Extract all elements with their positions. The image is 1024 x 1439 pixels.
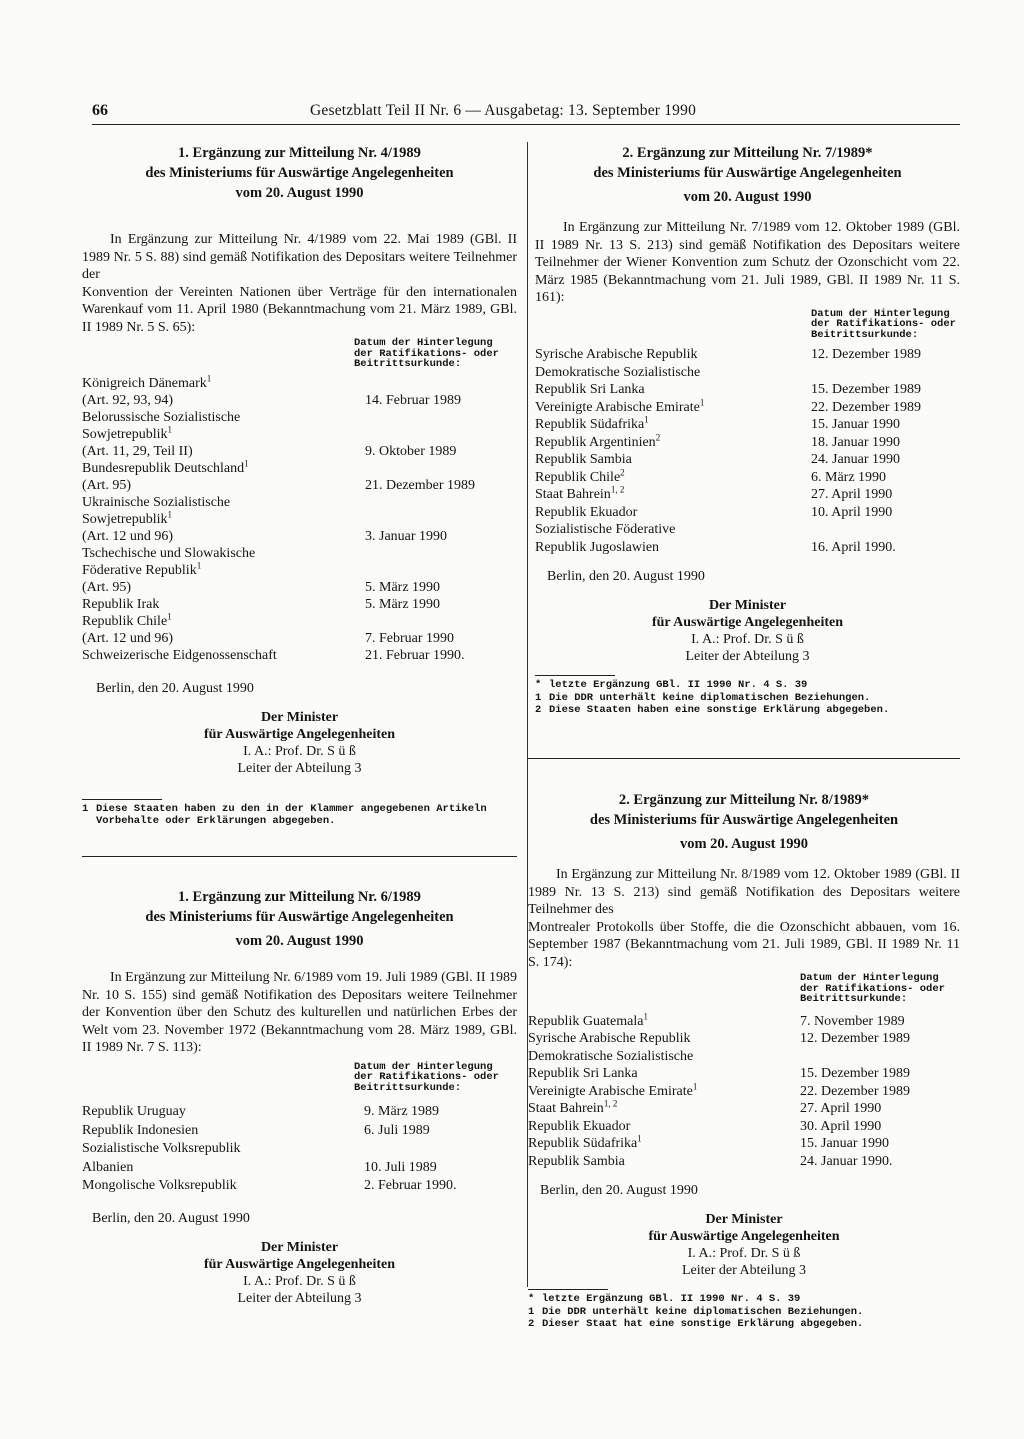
footnotes xyxy=(535,679,960,717)
footnote xyxy=(528,1306,960,1319)
deposit-date: 15. Januar 1990 xyxy=(811,417,901,432)
deposit-date: 2. Februar 1990. xyxy=(364,1178,457,1193)
deposit-date: 10. April 1990 xyxy=(811,504,893,520)
table-row xyxy=(535,416,960,434)
signature-block xyxy=(82,1239,517,1307)
date-column-header xyxy=(354,338,517,370)
deposit-date: 27. April 1990 xyxy=(811,487,893,502)
country-name-text: Sozialistische Volksrepublik xyxy=(82,1141,241,1156)
deposit-date: 7. Februar 1990 xyxy=(365,630,455,646)
country-name-text: Republik Chile xyxy=(82,613,168,629)
footnote xyxy=(528,1293,960,1306)
deposit-date: 12. Dezember 1989 xyxy=(800,1031,911,1046)
country-name xyxy=(82,508,517,528)
table-row xyxy=(535,466,960,487)
table-row xyxy=(528,1030,960,1048)
footnote-rule xyxy=(528,1289,608,1290)
footnote-mark: 1 xyxy=(206,372,212,383)
table-row xyxy=(535,431,960,452)
table-row xyxy=(535,346,960,364)
title-line: vom 20. August 1990 xyxy=(679,836,809,852)
country-name-text: Republik Argentinien xyxy=(535,434,656,450)
title-line: des Ministeriums für Auswärtige Angelegenheiten xyxy=(589,812,899,828)
country-name xyxy=(82,409,517,426)
footnote-mark: 2 xyxy=(528,1318,535,1330)
footnote-mark: 2 xyxy=(535,704,542,716)
deposit-date: 9. Oktober 1989 xyxy=(365,443,457,459)
country-name xyxy=(528,1153,960,1171)
intro-text: In Ergänzung zur Mitteilung Nr. 4/1989 vom 22. Mai 1989 (GBl. II 1989 Nr. 5 S. 88) sind gemäß Notifikation des Depositars weitere Teilnehmer der xyxy=(82,232,517,282)
deposit-date: 6. März 1990 xyxy=(811,469,887,485)
country-name xyxy=(528,1135,960,1153)
date-head-line: Datum der Hinterlegung xyxy=(354,337,493,349)
country-name-text: Republik Sambia xyxy=(528,1153,625,1169)
country-table xyxy=(82,372,517,664)
country-name-text: Mongolische Volksrepublik xyxy=(82,1178,237,1193)
country-name-text: Republik Ekuador xyxy=(528,1118,631,1134)
date-head-line: Beitrittsurkunde: xyxy=(354,1081,462,1094)
table-row xyxy=(528,1135,960,1153)
table-row xyxy=(535,451,960,469)
section-title xyxy=(528,790,960,854)
date-head-line: Beitrittsurkunde: xyxy=(354,358,462,370)
footnote xyxy=(535,692,960,705)
country-name-text: Ukrainische Sozialistische xyxy=(82,494,231,510)
signature-line: Leiter der Abteilung 3 xyxy=(237,760,362,776)
country-name-text: Föderative Republik xyxy=(82,562,197,578)
country-name-text: Demokratische Sozialistische xyxy=(535,364,701,380)
country-name-text: Republik Sri Lanka xyxy=(528,1066,638,1081)
footnote-mark: 1 xyxy=(167,610,172,621)
footnote-mark: * xyxy=(535,679,542,691)
intro-text: In Ergänzung zur Mitteilung Nr. 7/1989 vom 12. Oktober 1989 (GBl. II 1989 Nr. 13 S. 213) sind gemäß Notifikation des Depositars weitere Teilnehmer der Wiener Konvention zum Schutz der Ozonschicht vom 22. März 1985 (Bekanntmachung vom 21. Juli 1989, GBl. II 1989 Nr. 11 S. 161): xyxy=(535,220,960,305)
country-name xyxy=(535,466,960,487)
table-row xyxy=(528,1100,960,1118)
title-line: 1. Ergänzung zur Mitteilung Nr. 4/1989 xyxy=(178,145,421,161)
deposit-date: 22. Dezember 1989 xyxy=(800,1083,911,1099)
section-mitteilung-6-1989 xyxy=(82,887,517,1307)
footnote xyxy=(528,1318,960,1331)
place-date: Berlin, den 20. August 1990 xyxy=(96,680,254,696)
country-name-text: Demokratische Sozialistische xyxy=(528,1048,694,1064)
country-name xyxy=(535,486,960,504)
date-head-line: Beitrittsurkunde: xyxy=(811,328,919,341)
country-name xyxy=(82,610,517,630)
signature-block xyxy=(535,597,960,665)
deposit-date: 21. Dezember 1989 xyxy=(365,477,476,493)
place-date: Berlin, den 20. August 1990 xyxy=(92,1210,250,1226)
deposit-date: 7. November 1989 xyxy=(800,1013,905,1029)
section-title xyxy=(82,143,517,203)
section-mitteilung-8-1989 xyxy=(528,790,960,1331)
deposit-date: 22. Dezember 1989 xyxy=(811,399,922,415)
country-name xyxy=(82,1122,517,1141)
country-name-text: Republik Sambia xyxy=(535,452,632,467)
title-line: vom 20. August 1990 xyxy=(235,185,364,201)
table-row xyxy=(528,1118,960,1136)
deposit-date: 18. Januar 1990 xyxy=(811,434,901,450)
table-row xyxy=(535,504,960,522)
date-head-line: der Ratifikations- oder xyxy=(354,1071,499,1083)
title-line: des Ministeriums für Auswärtige Angelegenheiten xyxy=(593,165,902,181)
country-name xyxy=(82,1140,517,1159)
country-name xyxy=(535,521,960,539)
country-name xyxy=(535,364,960,382)
deposit-date: 12. Dezember 1989 xyxy=(811,347,922,362)
table-row xyxy=(535,521,960,556)
footnote-text: Diese Staaten haben eine sonstige Erklärung abgegeben. xyxy=(549,704,890,716)
deposit-date: 15. Januar 1990 xyxy=(800,1136,890,1151)
deposit-date: 27. April 1990 xyxy=(800,1101,882,1116)
intro-paragraph xyxy=(528,866,960,971)
footnote-text: letzte Ergänzung GBl. II 1990 Nr. 4 S. 39 xyxy=(542,1293,801,1305)
date-head-line: der Ratifikations- oder xyxy=(811,318,956,330)
table-row xyxy=(528,1010,960,1031)
date-head-line: Datum der Hinterlegung xyxy=(800,972,939,984)
footnote-mark: 1 xyxy=(644,414,649,425)
signature-line: Leiter der Abteilung 3 xyxy=(685,649,810,664)
signature-line: Leiter der Abteilung 3 xyxy=(681,1263,807,1278)
country-name-text: Sowjetrepublik xyxy=(82,511,168,527)
country-name xyxy=(528,1118,960,1136)
footnote-mark: 1 xyxy=(196,559,202,570)
table-row xyxy=(82,409,517,460)
footnote-text: letzte Ergänzung GBl. II 1990 Nr. 4 S. 39 xyxy=(549,679,808,691)
country-table xyxy=(535,346,960,556)
date-column-header xyxy=(811,309,960,341)
title-line: vom 20. August 1990 xyxy=(235,933,364,949)
footnote xyxy=(535,679,960,692)
country-name xyxy=(82,1103,517,1122)
country-name xyxy=(82,372,517,392)
article-reference: (Art. 95) xyxy=(82,579,131,595)
deposit-date: 5. März 1990 xyxy=(365,596,441,612)
footnotes xyxy=(82,803,517,828)
country-name-text: Republik Guatemala xyxy=(528,1013,644,1029)
country-name-text: Vereinigte Arabische Emirate xyxy=(528,1083,693,1099)
country-name xyxy=(82,596,517,613)
article-reference: (Art. 92, 93, 94) xyxy=(82,392,173,408)
country-name-text: Königreich Dänemark xyxy=(82,375,207,391)
signature-line: für Auswärtige Angelegenheiten xyxy=(203,1256,396,1272)
header-title: Gesetzblatt Teil II Nr. 6 — Ausgabetag: 13. September 1990 xyxy=(310,102,697,119)
country-name xyxy=(82,1159,517,1178)
page-header xyxy=(92,102,960,122)
date-column-header xyxy=(800,973,960,1005)
deposit-date: 9. März 1989 xyxy=(364,1104,440,1119)
footnote-mark: 1, 2 xyxy=(610,484,625,495)
date-head-line: Datum der Hinterlegung xyxy=(811,307,950,320)
country-name-text: Schweizerische Eidgenossenschaft xyxy=(82,647,277,663)
country-name-text: Syrische Arabische Republik xyxy=(535,347,698,362)
table-row xyxy=(82,647,517,664)
deposit-date: 21. Februar 1990. xyxy=(365,647,465,663)
country-name xyxy=(82,423,517,443)
deposit-date: 14. Februar 1989 xyxy=(365,392,462,408)
date-column-header xyxy=(354,1062,517,1094)
footnote-mark: 1 xyxy=(637,1133,642,1144)
signature-line: I. A.: Prof. Dr. S ü ß xyxy=(243,1273,356,1289)
table-row xyxy=(528,1048,960,1083)
deposit-date: 3. Januar 1990 xyxy=(365,528,448,544)
place-date: Berlin, den 20. August 1990 xyxy=(547,569,705,584)
signature-line: Der Minister xyxy=(708,598,787,613)
footnote-mark: 1 xyxy=(699,396,705,407)
signature-line: Der Minister xyxy=(260,1239,339,1255)
footnote-mark: * xyxy=(528,1293,535,1305)
deposit-date: 16. April 1990. xyxy=(811,539,896,555)
signature-block xyxy=(82,709,517,777)
country-name xyxy=(528,1048,960,1066)
country-name-text: Staat Bahrein xyxy=(528,1101,604,1116)
country-name-text: Bundesrepublik Deutschland xyxy=(82,460,245,476)
article-reference: (Art. 12 und 96) xyxy=(82,630,173,646)
footnote xyxy=(82,803,517,828)
country-name-text: Belorussische Sozialistische xyxy=(82,409,241,425)
deposit-date: 6. Juli 1989 xyxy=(364,1122,430,1138)
country-name-text: Staat Bahrein xyxy=(535,487,611,502)
deposit-date: 24. Januar 1990 xyxy=(811,452,901,467)
intro-text: Konvention der Vereinten Nationen über Verträge für den internationalen Warenkauf vom 11. April 1980 (Bekanntmachung vom 21. März 1989, GBl. II 1989 Nr. 5 S. 65): xyxy=(82,284,517,335)
country-name-text: Sowjetrepublik xyxy=(82,426,168,442)
deposit-date: 15. Dezember 1989 xyxy=(800,1066,911,1081)
table-row xyxy=(82,610,517,647)
title-line: 1. Ergänzung zur Mitteilung Nr. 6/1989 xyxy=(178,889,421,905)
deposit-date: 10. Juli 1989 xyxy=(364,1159,437,1175)
intro-paragraph xyxy=(535,219,960,307)
footnote-rule xyxy=(535,675,615,676)
footnote-text: Die DDR unterhält keine diplomatischen Beziehungen. xyxy=(542,1305,864,1318)
section-mitteilung-4-1989 xyxy=(82,143,517,828)
country-name-text: Republik Uruguay xyxy=(82,1104,186,1119)
table-row xyxy=(82,457,517,494)
section-title xyxy=(82,887,517,951)
deposit-date: 30. April 1990 xyxy=(800,1118,882,1134)
signature-block xyxy=(528,1211,960,1279)
footnote-mark: 1 xyxy=(82,802,89,815)
country-name-text: Vereinigte Arabische Emirate xyxy=(535,399,700,415)
intro-text: In Ergänzung zur Mitteilung Nr. 6/1989 vom 19. Juli 1989 (GBl. II 1989 Nr. 10 S. 155) sind gemäß Notifikation des Depositars weitere Teilnehmer der Konvention über den Schutz des kulturellen und natürlichen Erbes der Welt vom 23. November 1972 (Bekanntmachung vom 28. März 1989, GBl. II 1989 Nr. 7 S. 113): xyxy=(82,970,517,1055)
deposit-date: 5. März 1990 xyxy=(365,579,441,595)
footnote-mark: 1, 2 xyxy=(603,1098,618,1109)
country-name-text: Syrische Arabische Republik xyxy=(528,1031,691,1046)
table-row xyxy=(535,486,960,504)
table-row xyxy=(82,372,517,409)
footnote-mark: 1 xyxy=(244,457,249,468)
country-name xyxy=(82,494,517,511)
footnote xyxy=(535,704,960,717)
footnote-mark: 1 xyxy=(167,423,173,434)
table-row xyxy=(528,1153,960,1171)
country-name-text: Tschechische und Slowakische xyxy=(82,545,256,561)
intro-paragraph xyxy=(82,231,517,336)
table-row xyxy=(82,1122,517,1141)
footnote-mark: 1 xyxy=(528,1305,535,1318)
signature-line: I. A.: Prof. Dr. S ü ß xyxy=(243,743,356,759)
article-reference: (Art. 11, 29, Teil II) xyxy=(82,443,193,459)
country-name xyxy=(528,1100,960,1118)
table-row xyxy=(535,396,960,417)
page-number: 66 xyxy=(92,102,108,119)
country-name-text: Republik Indonesien xyxy=(82,1122,199,1138)
country-table xyxy=(82,1103,517,1196)
country-name xyxy=(82,559,517,579)
deposit-date: 24. Januar 1990. xyxy=(800,1153,893,1169)
article-reference: (Art. 12 und 96) xyxy=(82,528,173,544)
intro-text: Montrealer Protokolls über Stoffe, die die Ozonschicht abbauen, vom 16. September 1987 (Bekanntmachung vom 21. Juli 1989, GBl. II 1989 Nr. 11 S. 174): xyxy=(528,919,960,970)
date-head-line: Beitrittsurkunde: xyxy=(800,993,908,1005)
country-name-text: Republik Südafrika xyxy=(535,417,645,432)
signature-line: I. A.: Prof. Dr. S ü ß xyxy=(687,1246,801,1261)
signature-line: I. A.: Prof. Dr. S ü ß xyxy=(691,632,804,647)
header-rule xyxy=(92,124,960,125)
title-line: 2. Ergänzung zur Mitteilung Nr. 7/1989* xyxy=(622,145,873,161)
footnote-text: Dieser Staat hat eine sonstige Erklärung abgegeben. xyxy=(542,1318,864,1330)
footnote-rule xyxy=(82,799,162,800)
intro-paragraph xyxy=(82,969,517,1057)
signature-line: Der Minister xyxy=(260,709,339,725)
country-name-text: Sozialistische Föderative xyxy=(535,522,676,537)
table-row xyxy=(82,596,517,613)
country-name-text: Republik Ekuador xyxy=(535,504,638,520)
signature-line: Leiter der Abteilung 3 xyxy=(237,1290,362,1306)
section-mitteilung-7-1989 xyxy=(535,143,960,717)
country-name-text: Republik Jugoslawien xyxy=(535,539,660,555)
table-row xyxy=(528,1080,960,1101)
footnote-mark: 1 xyxy=(167,508,173,519)
table-row xyxy=(82,494,517,545)
table-row xyxy=(82,1140,517,1177)
country-name-text: Republik Chile xyxy=(535,469,621,485)
table-row xyxy=(535,364,960,399)
title-line: 2. Ergänzung zur Mitteilung Nr. 8/1989* xyxy=(618,792,870,808)
country-name-text: Republik Irak xyxy=(82,596,160,612)
section-title xyxy=(535,143,960,207)
table-row xyxy=(82,1177,517,1196)
footnote-mark: 1 xyxy=(643,1010,648,1021)
country-name-text: Republik Sri Lanka xyxy=(535,382,645,397)
country-name-text: Albanien xyxy=(82,1159,134,1175)
table-row xyxy=(82,545,517,596)
country-name xyxy=(535,539,960,557)
country-name xyxy=(82,545,517,562)
title-line: vom 20. August 1990 xyxy=(683,189,812,205)
title-line: des Ministeriums für Auswärtige Angelegenheiten xyxy=(145,909,454,925)
signature-line: für Auswärtige Angelegenheiten xyxy=(651,615,844,630)
article-reference: (Art. 95) xyxy=(82,477,131,493)
date-head-line: der Ratifikations- oder xyxy=(354,347,499,360)
country-table xyxy=(528,1010,960,1171)
footnote-mark: 1 xyxy=(535,691,542,704)
footnote-mark: 2 xyxy=(620,466,625,477)
country-name xyxy=(535,504,960,522)
footnote-text: Diese Staaten haben zu den in der Klammer angegebenen Artikeln Vorbehalte oder Erklärungen abgegeben. xyxy=(96,802,487,827)
footnote-mark: 2 xyxy=(655,431,661,442)
signature-line: für Auswärtige Angelegenheiten xyxy=(648,1229,840,1244)
country-name-text: Republik Südafrika xyxy=(528,1136,638,1151)
signature-line: Der Minister xyxy=(705,1212,783,1227)
intro-text: In Ergänzung zur Mitteilung Nr. 8/1989 vom 12. Oktober 1989 (GBl. II 1989 Nr. 13 S. 213) sind gemäß Notifikation des Depositars weitere Teilnehmer des xyxy=(528,867,960,917)
date-head-line: Datum der Hinterlegung xyxy=(354,1060,493,1073)
table-row xyxy=(82,1103,517,1122)
section-divider xyxy=(82,856,517,857)
section-divider xyxy=(528,758,960,759)
footnote-text: Die DDR unterhält keine diplomatischen Beziehungen. xyxy=(549,691,871,704)
country-name xyxy=(82,457,517,477)
title-line: des Ministeriums für Auswärtige Angelegenheiten xyxy=(145,165,454,181)
deposit-date: 15. Dezember 1989 xyxy=(811,382,922,397)
date-head-line: der Ratifikations- oder xyxy=(800,982,945,995)
signature-line: für Auswärtige Angelegenheiten xyxy=(203,726,396,742)
place-date: Berlin, den 20. August 1990 xyxy=(540,1183,698,1198)
footnote-mark: 1 xyxy=(692,1080,698,1091)
footnotes xyxy=(528,1293,960,1331)
